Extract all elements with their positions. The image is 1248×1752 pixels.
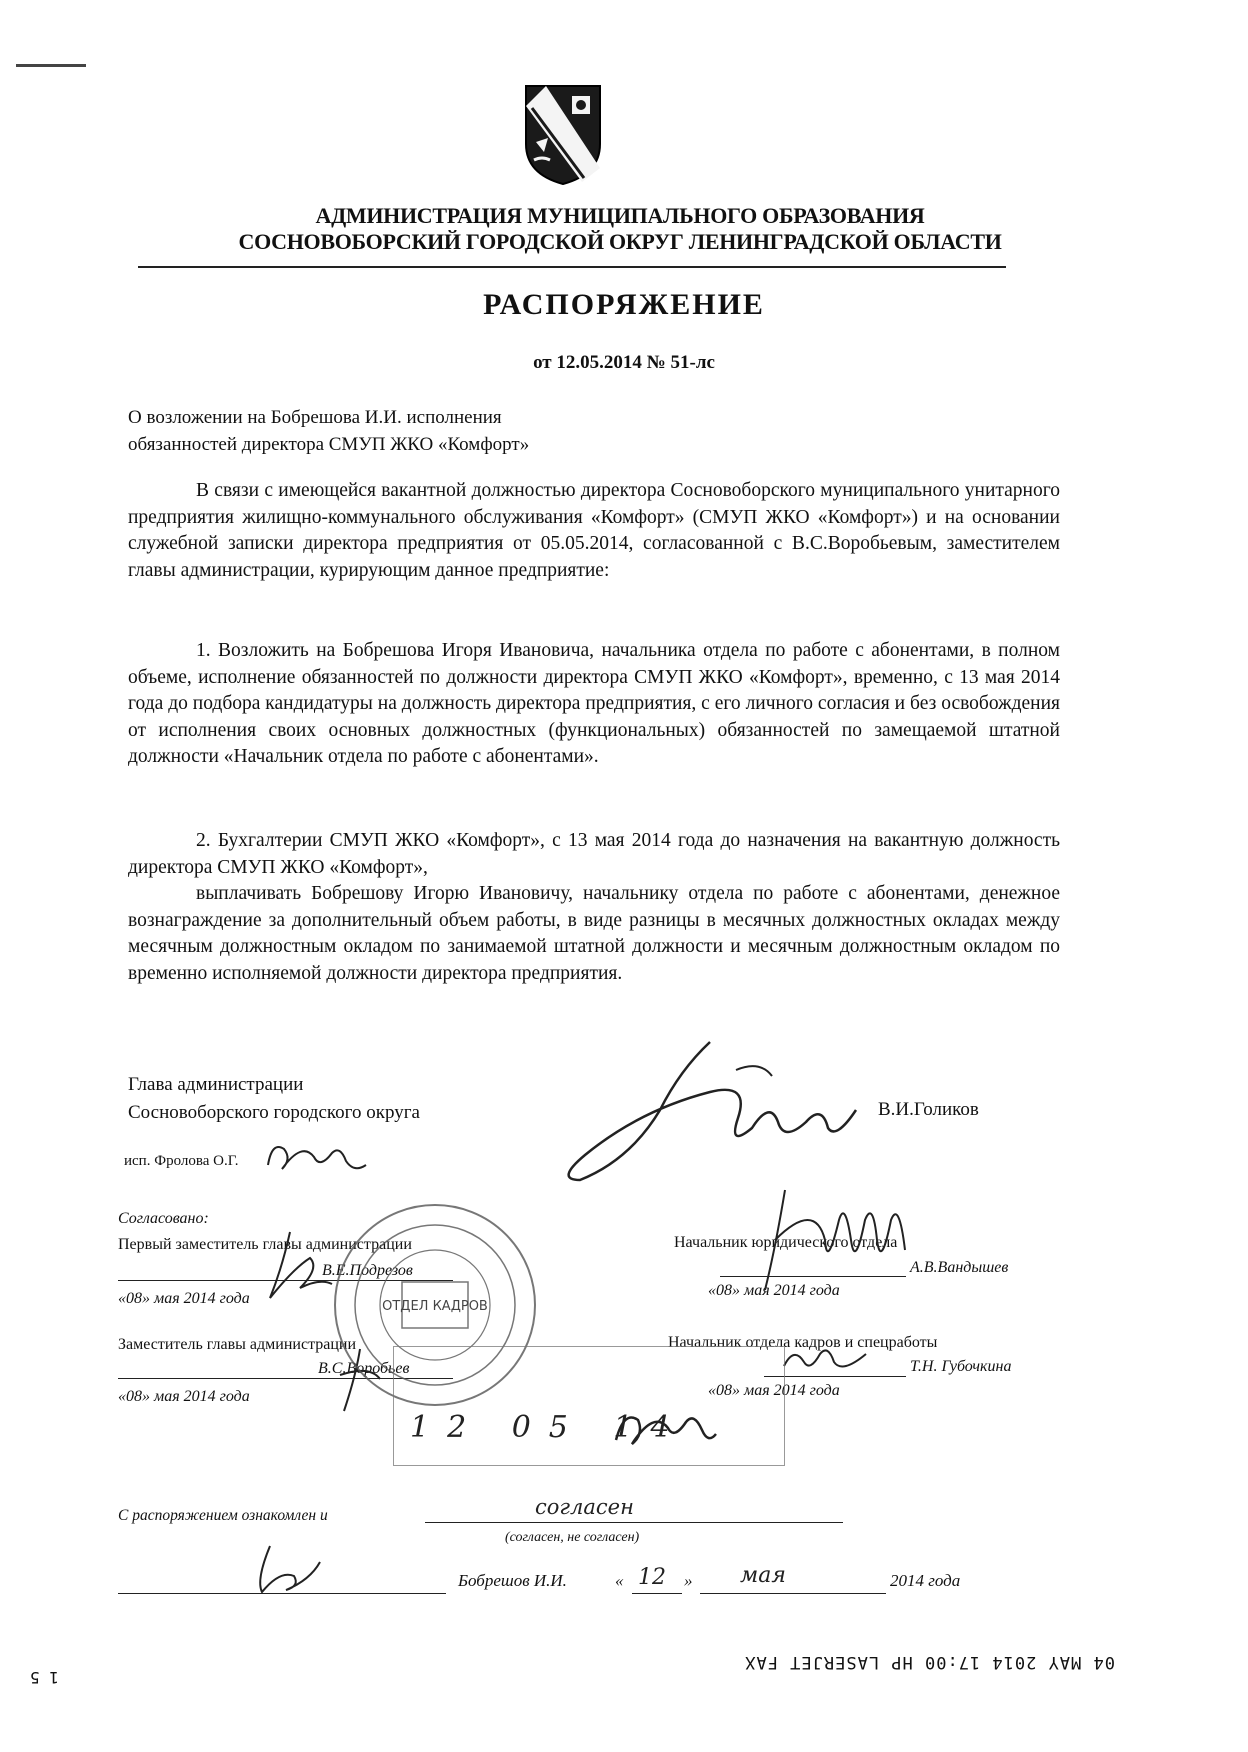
stamp-center-text: ОТДЕЛ КАДРОВ: [382, 1299, 488, 1314]
head-signature-icon: [560, 1030, 890, 1190]
intro-paragraph: В связи с имеющейся вакантной должностью директора Сосновоборского муниципального унитарного предприятия жилищно-коммунального обслуживания «Комфорт» (СМУП ЖКО «Комфорт») и на основании служебной записки директора предприятия от 05.05.2014, согласованной с В.С.Воробьевым, заместителем главы администрации, курирующим данное предприятие:: [128, 480, 1060, 581]
signatory-position: [128, 1071, 420, 1127]
acknowledgement-close-quote: »: [684, 1571, 693, 1590]
approval-2-date: «08» мая 2014 года: [118, 1388, 250, 1405]
approval-4-date: «08» мая 2014 года: [708, 1382, 840, 1399]
acknowledgement-year: 2014 года: [890, 1571, 961, 1590]
acknowledgement-hint: (согласен, не согласен): [505, 1530, 640, 1545]
approval-1-date: «08» мая 2014 года: [118, 1290, 250, 1307]
signatory-position-line-2: Сосновоборского городского округа: [128, 1102, 420, 1123]
org-name-line-2: СОСНОВОБОРСКИЙ ГОРОДСКОЙ ОКРУГ ЛЕНИНГРАДСКОЙ ОБЛАСТИ: [238, 229, 1002, 254]
document-title: РАСПОРЯЖЕНИЕ: [483, 288, 765, 321]
acknowledgement-name: Бобрешов И.И.: [458, 1571, 567, 1590]
approval-2-name: В.С.Воробьев: [318, 1360, 410, 1377]
item-2-paragraph: 2. Бухгалтерии СМУП ЖКО «Комфорт», с 13 мая 2014 года до назначения на вакантную должность директора СМУП ЖКО «Комфорт»,: [128, 830, 1060, 878]
executor-note: исп. Фролова О.Г.: [124, 1153, 239, 1169]
approval-1-name: В.Е.Подрезов: [322, 1262, 413, 1279]
item-1-paragraph: 1. Возложить на Бобрешова Игоря Ивановича, начальника отдела по работе с абонентами, в полном объеме, исполнение обязанностей по должности директора СМУП ЖКО «Комфорт», временно, с 13 мая 2014 года до подбора кандидатуры на должность директора предприятия, с его личного согласия и без освобождения от исполнения своих основных должностных (функциональных) обязанностей по замещаемой штатной должности «Начальник отдела по работе с абонентами».: [128, 640, 1060, 767]
stamp-signature-icon: [610, 1400, 720, 1460]
agreed-label: Согласовано:: [118, 1210, 209, 1227]
acknowledgement-day-line: [632, 1593, 682, 1594]
executor-initials-icon: [262, 1135, 372, 1181]
approval-3-signature-icon: [755, 1180, 925, 1300]
item-2-continuation: выплачивать Бобрешову Игорю Ивановичу, начальнику отдела по работе с абонентами, денежное вознаграждение за дополнительный объем работы, в виде разницы в месячных должностных окладах между месячным должностным окладом по занимаемой штатной должности и месячным должностным окладом по временно исполняемой должности директора предприятия.: [128, 883, 1060, 984]
hr-stamp-box: [393, 1346, 785, 1466]
coat-of-arms-icon: [522, 82, 604, 186]
document-date-number: от 12.05.2014 № 51-лс: [533, 352, 715, 373]
fax-header: 04 MAY 2014 17:00 HP LASERJET FAX: [744, 1652, 1115, 1672]
header-divider: [138, 266, 1006, 268]
acknowledgement-open-quote: «: [615, 1571, 624, 1590]
stamp-handwritten-date: 12 05 14: [410, 1410, 688, 1445]
approval-1-signature-icon: [250, 1228, 340, 1318]
scan-artifact-mark: [16, 64, 86, 67]
approval-4-position: Начальник отдела кадров и спецработы: [668, 1334, 938, 1351]
subject-line-1: О возложении на Бобрешова И.И. исполнения: [128, 407, 502, 428]
approval-2-position: Заместитель главы администрации: [118, 1336, 357, 1353]
signatory-position-line-1: Глава администрации: [128, 1074, 304, 1095]
approval-4-name: Т.Н. Губочкина: [910, 1358, 1012, 1375]
document-subject: [128, 404, 529, 458]
acknowledgement-month: мая: [740, 1563, 786, 1588]
acknowledgement-handwritten-answer: согласен: [535, 1495, 634, 1519]
approval-4-signature-icon: [780, 1340, 870, 1380]
acknowledgement-day: 12: [638, 1565, 666, 1590]
acknowledgement-signature-icon: [250, 1540, 340, 1600]
approval-3-position: Начальник юридического отдела: [674, 1234, 898, 1251]
acknowledgement-month-line: [700, 1593, 886, 1594]
page-mark: 1 5: [30, 1668, 59, 1687]
approval-3-name: А.В.Вандышев: [910, 1259, 1009, 1276]
acknowledgement-answer-line: [425, 1522, 843, 1523]
approval-3-date: «08» мая 2014 года: [708, 1282, 840, 1299]
approval-1-position: Первый заместитель главы администрации: [118, 1236, 412, 1253]
acknowledgement-label: С распоряжением ознакомлен и: [118, 1507, 328, 1524]
org-name-line-1: АДМИНИСТРАЦИЯ МУНИЦИПАЛЬНОГО ОБРАЗОВАНИЯ: [315, 203, 925, 228]
signatory-name: В.И.Голиков: [878, 1099, 979, 1120]
subject-line-2: обязанностей директора СМУП ЖКО «Комфорт»: [128, 434, 530, 455]
